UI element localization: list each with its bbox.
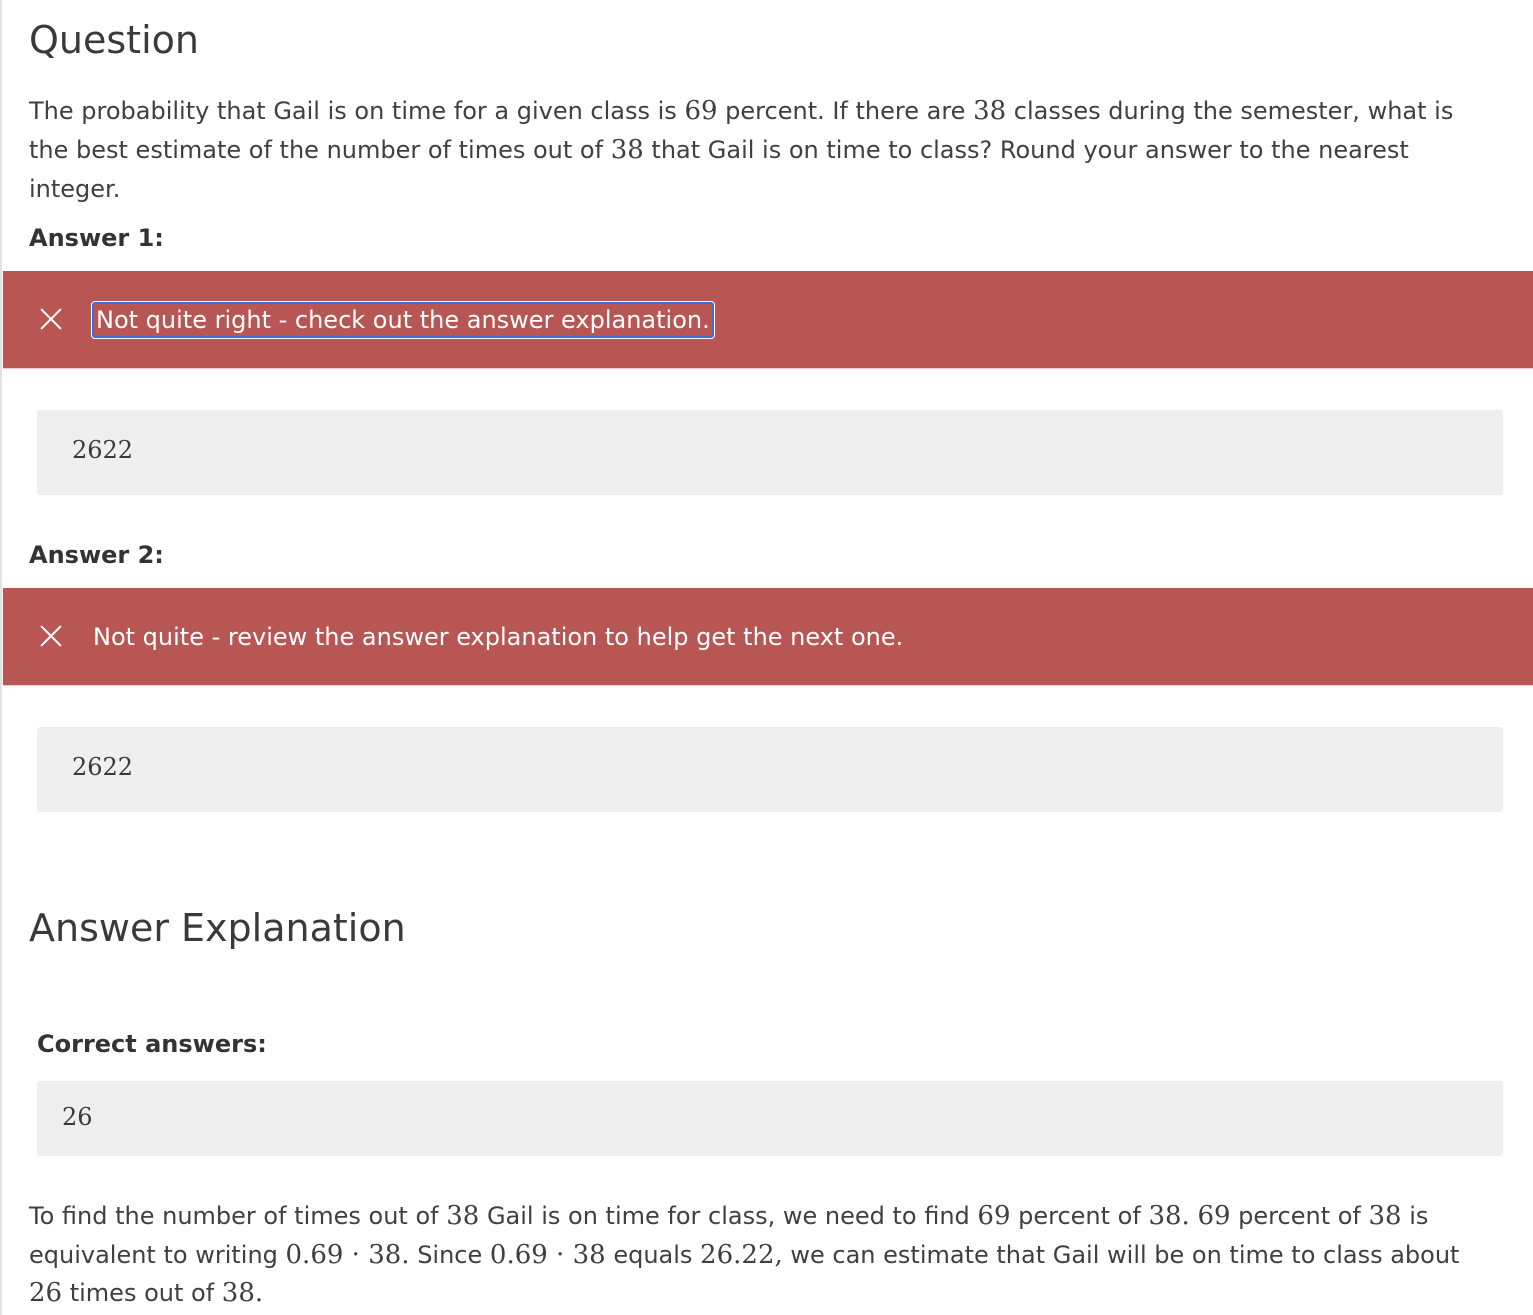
correct-answer-value: 26 [62,1103,93,1131]
answer-1-response-box [37,410,1503,495]
answer-2-value: 2622 [72,753,134,781]
answer-1-feedback-banner [3,271,1533,368]
left-border [0,0,2,1315]
explanation-text: To find the number of times out of 38 Gail is on time for class, we need to find 69 percent of 38. 69 percent of 38 is equivalent to writing 0.69 · 38. Since 0.69 · 38 equals 26.22, we can estimate that Gail will be on time to class about 26 times out of 38. [29,1201,1460,1308]
answer-2-feedback-text: Not quite - review the answer explanation to help get the next one. [93,623,904,651]
answer-explanation-heading: Answer Explanation [29,906,406,950]
answer-2-label: Answer 2: [29,541,164,569]
correct-answer-box [37,1081,1503,1156]
close-icon [38,623,64,649]
close-icon [38,306,64,332]
answer-2-feedback-banner [3,588,1533,685]
question-heading: Question [29,18,199,62]
answer-1-label: Answer 1: [29,224,164,252]
answer-1-feedback-text[interactable]: Not quite right - check out the answer explanation. [92,302,714,338]
question-text: The probability that Gail is on time for a given class is 69 percent. If there are 38 classes during the semester, what is the best estimate of the number of times out of 38 that Gail is on time to class? Round your answer to the nearest integer. [29,96,1454,203]
answer-1-value: 2622 [72,436,134,464]
correct-answers-label: Correct answers: [37,1030,267,1058]
answer-2-response-box [37,727,1503,812]
